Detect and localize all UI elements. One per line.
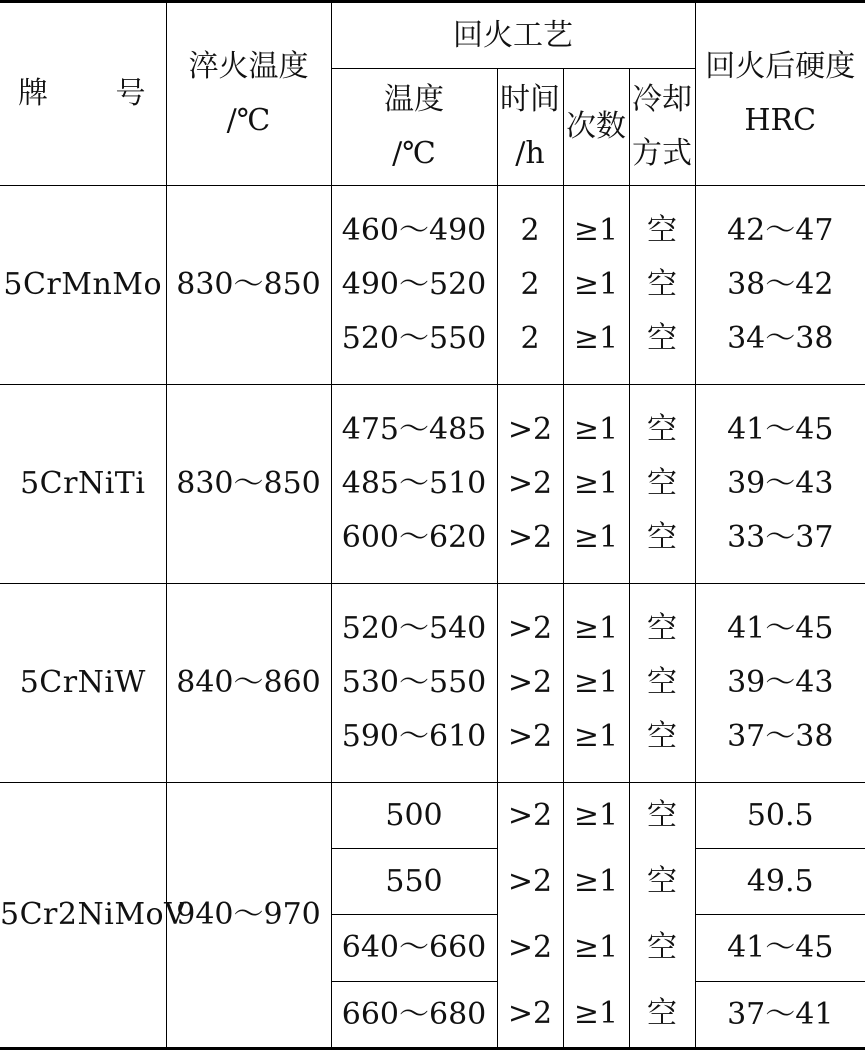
cooling-value: 空	[630, 849, 695, 915]
time-value: >2	[498, 710, 563, 764]
time-header	[497, 69, 563, 186]
cooling-value: 空	[630, 204, 695, 258]
temper-temp-cell	[331, 385, 497, 584]
cooling-value: 空	[630, 602, 695, 656]
time-cell	[497, 783, 563, 1049]
count-cell	[563, 186, 629, 385]
temper-temp-value: 490～520	[332, 258, 497, 312]
temper-temp-value: 530～550	[332, 656, 497, 710]
count-value: ≥1	[564, 258, 629, 312]
cooling-value: 空	[630, 457, 695, 511]
hardness-cell: 41～45	[695, 915, 865, 981]
grade-header-char-1: 牌	[18, 72, 48, 116]
time-cell	[497, 186, 563, 385]
count-value: ≥1	[564, 915, 629, 981]
count-value: ≥1	[564, 457, 629, 511]
table-row	[0, 584, 865, 783]
table-row	[0, 783, 865, 849]
quench-temp-cell: 940～970	[166, 783, 331, 1049]
count-value: ≥1	[564, 511, 629, 565]
time-value: >2	[498, 915, 563, 981]
table-row	[0, 385, 865, 584]
temper-temp-cell	[331, 186, 497, 385]
hardness-header	[695, 2, 865, 186]
time-value: >2	[498, 981, 563, 1047]
quench-header-line2: /℃	[167, 94, 331, 148]
quench-temp-cell: 830～850	[166, 186, 331, 385]
cooling-value: 空	[630, 312, 695, 366]
header-row-1	[0, 2, 865, 69]
temper-temp-cell	[331, 584, 497, 783]
temper-temp-header	[331, 69, 497, 186]
cooling-cell	[629, 783, 695, 1049]
count-value: ≥1	[564, 981, 629, 1047]
cooling-cell	[629, 186, 695, 385]
hardness-cell	[695, 186, 865, 385]
temper-temp-value: 600～620	[332, 511, 497, 565]
cooling-header	[629, 69, 695, 186]
hardness-value: 41～45	[696, 602, 865, 656]
temper-temp-value: 485～510	[332, 457, 497, 511]
count-cell	[563, 783, 629, 1049]
temper-temp-value: 520～550	[332, 312, 497, 366]
temper-temp-cell: 550	[331, 849, 497, 915]
quench-header-line1: 淬火温度	[167, 40, 331, 94]
quench-temp-header	[166, 2, 331, 186]
count-value: ≥1	[564, 849, 629, 915]
temp-header-line1: 温度	[332, 73, 497, 127]
time-value: 2	[498, 258, 563, 312]
grade-cell: 5Cr2NiMoV	[0, 783, 166, 1049]
time-value: >2	[498, 656, 563, 710]
time-header-line1: 时间	[498, 73, 563, 127]
count-header: 次数	[563, 69, 629, 186]
quench-temp-cell: 840～860	[166, 584, 331, 783]
temper-temp-value: 590～610	[332, 710, 497, 764]
temper-temp-cell: 500	[331, 783, 497, 849]
time-value: >2	[498, 783, 563, 849]
hardness-cell: 50.5	[695, 783, 865, 849]
time-value: 2	[498, 312, 563, 366]
hardness-header-line2: HRC	[696, 94, 865, 148]
hardness-cell: 49.5	[695, 849, 865, 915]
cooling-header-line1: 冷却	[630, 73, 695, 127]
grade-cell: 5CrMnMo	[0, 186, 166, 385]
hardness-value: 38～42	[696, 258, 865, 312]
cooling-value: 空	[630, 710, 695, 764]
hardness-value: 39～43	[696, 457, 865, 511]
cooling-header-line2: 方式	[630, 127, 695, 181]
temper-temp-value: 460～490	[332, 204, 497, 258]
temper-temp-cell: 660～680	[331, 981, 497, 1048]
count-value: ≥1	[564, 403, 629, 457]
count-value: ≥1	[564, 204, 629, 258]
hardness-cell	[695, 385, 865, 584]
time-value: >2	[498, 457, 563, 511]
quench-temp-cell: 830～850	[166, 385, 331, 584]
grade-cell: 5CrNiW	[0, 584, 166, 783]
cooling-cell	[629, 385, 695, 584]
count-cell	[563, 385, 629, 584]
hardness-value: 34～38	[696, 312, 865, 366]
cooling-value: 空	[630, 511, 695, 565]
hardness-value: 33～37	[696, 511, 865, 565]
temper-temp-value: 520～540	[332, 602, 497, 656]
time-value: 2	[498, 204, 563, 258]
cooling-cell	[629, 584, 695, 783]
time-cell	[497, 385, 563, 584]
count-cell	[563, 584, 629, 783]
count-value: ≥1	[564, 312, 629, 366]
grade-cell: 5CrNiTi	[0, 385, 166, 584]
hardness-header-line1: 回火后硬度	[696, 40, 865, 94]
cooling-value: 空	[630, 258, 695, 312]
count-value: ≥1	[564, 602, 629, 656]
count-value: ≥1	[564, 656, 629, 710]
cooling-value: 空	[630, 783, 695, 849]
grade-header-char-2: 号	[116, 72, 146, 116]
grade-header	[0, 2, 166, 186]
time-cell	[497, 584, 563, 783]
table-row	[0, 186, 865, 385]
hardness-cell	[695, 584, 865, 783]
time-value: >2	[498, 511, 563, 565]
hardness-value: 42～47	[696, 204, 865, 258]
cooling-value: 空	[630, 656, 695, 710]
hardness-value: 41～45	[696, 403, 865, 457]
temper-temp-cell: 640～660	[331, 915, 497, 981]
hardness-value: 37～38	[696, 710, 865, 764]
tempering-process-header: 回火工艺	[331, 2, 695, 69]
temp-header-line2: /℃	[332, 127, 497, 181]
time-value: >2	[498, 849, 563, 915]
cooling-value: 空	[630, 981, 695, 1047]
time-header-line2: /h	[498, 127, 563, 181]
cooling-value: 空	[630, 403, 695, 457]
cooling-value: 空	[630, 915, 695, 981]
time-value: >2	[498, 602, 563, 656]
temper-temp-value: 475～485	[332, 403, 497, 457]
hardness-value: 39～43	[696, 656, 865, 710]
count-value: ≥1	[564, 783, 629, 849]
time-value: >2	[498, 403, 563, 457]
count-value: ≥1	[564, 710, 629, 764]
hardness-cell: 37～41	[695, 981, 865, 1048]
